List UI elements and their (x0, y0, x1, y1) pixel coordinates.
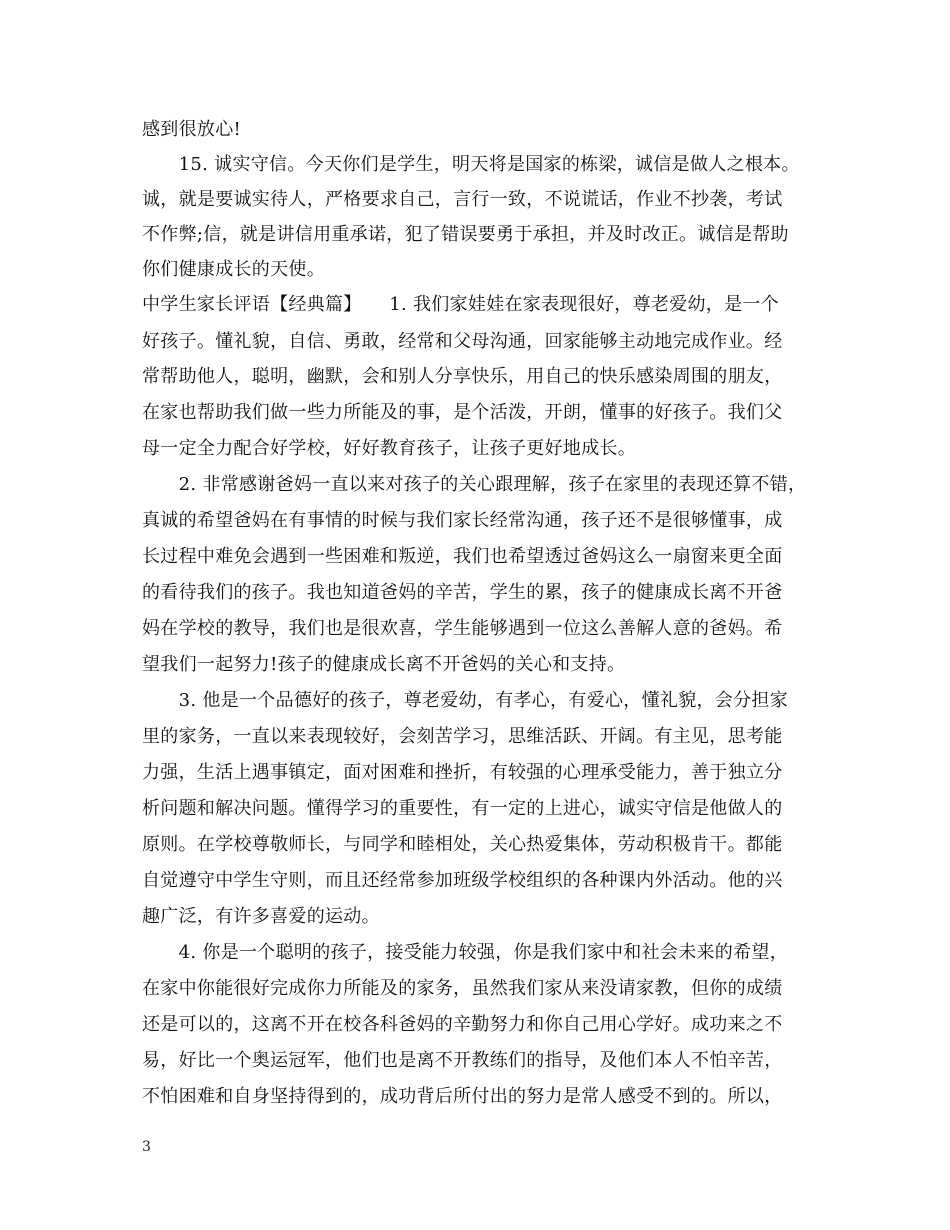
text-line: 还是可以的，这离不开在校各科爸妈的辛勤努力和你自己用心学好。成功来之不 (142, 1014, 783, 1035)
text-line: 里的家务，一直以来表现较好，会刻苦学习，思维活跃、开阔。有主见，思考能 (142, 726, 783, 747)
text-line: 你们健康成长的天使。 (142, 259, 325, 280)
text-line: 原则。在学校尊敬师长，与同学和睦相处，关心热爱集体，劳动积极肯干。都能 (142, 834, 783, 855)
text-line: 的看待我们的孩子。我也知道爸妈的辛苦，学生的累，孩子的健康成长离不开爸 (142, 582, 783, 603)
text-line: 长过程中难免会遇到一些困难和叛逆，我们也希望透过爸妈这么一扇窗来更全面 (142, 546, 783, 567)
text-line: 自觉遵守中学生守则，而且还经常参加班级学校组织的各种课内外活动。他的兴 (142, 870, 783, 891)
text-line: 2. 非常感谢爸妈一直以来对孩子的关心跟理解，孩子在家里的表现还算不错， (142, 474, 807, 495)
text-line: 易，好比一个奥运冠军，他们也是离不开教练们的指导，及他们本人不怕辛苦， (142, 1050, 783, 1071)
text-line: 不作弊;信，就是讲信用重承诺，犯了错误要勇于承担，并及时改正。诚信是帮助 (142, 224, 789, 245)
text-line: 母一定全力配合好学校，好好教育孩子，让孩子更好地成长。 (142, 438, 637, 459)
text-line: 15. 诚实守信。今天你们是学生，明天将是国家的栋梁，诚信是做人之根本。 (142, 154, 800, 175)
text-line: 常帮助他人，聪明，幽默，会和别人分享快乐，用自己的快乐感染周围的朋友， (142, 366, 783, 387)
text-line: 不怕困难和自身坚持得到的，成功背后所付出的努力是常人感受不到的。所以， (142, 1086, 783, 1107)
text-line: 析问题和解决问题。懂得学习的重要性，有一定的上进心，诚实守信是他做人的 (142, 798, 783, 819)
text-line: 3. 他是一个品德好的孩子，尊老爱幼，有孝心，有爱心，懂礼貌，会分担家 (142, 690, 788, 711)
text-line: 真诚的希望爸妈在有事情的时候与我们家长经常沟通，孩子还不是很够懂事，成 (142, 510, 783, 531)
text-line: 望我们一起努力!孩子的健康成长离不开爸妈的关心和支持。 (142, 654, 626, 675)
text-line: 感到很放心! (142, 119, 242, 140)
text-line: 力强，生活上遇事镇定，面对困难和挫折，有较强的心理承受能力，善于独立分 (142, 762, 783, 783)
text-line: 诚，就是要诚实待人，严格要求自己，言行一致，不说谎话，作业不抄袭，考试 (142, 189, 783, 210)
text-line: 趣广泛，有许多喜爱的运动。 (142, 906, 380, 927)
text-line: 在家中你能很好完成你力所能及的家务，虽然我们家从来没请家教，但你的成绩 (142, 978, 783, 999)
text-line: 在家也帮助我们做一些力所能及的事，是个活泼，开朗，懂事的好孩子。我们父 (142, 402, 783, 423)
page-number: 3 (142, 1139, 151, 1155)
text-line: 妈在学校的教导，我们也是很欢喜，学生能够遇到一位这么善解人意的爸妈。希 (142, 618, 783, 639)
text-line: 4. 你是一个聪明的孩子，接受能力较强，你是我们家中和社会未来的希望， (142, 942, 788, 963)
text-line: 好孩子。懂礼貌，自信、勇敢，经常和父母沟通，回家能够主动地完成作业。经 (142, 331, 783, 352)
section-heading-line: 中学生家长评语【经典篇】 1. 我们家娃娃在家表现很好，尊老爱幼，是一个 (142, 294, 779, 315)
